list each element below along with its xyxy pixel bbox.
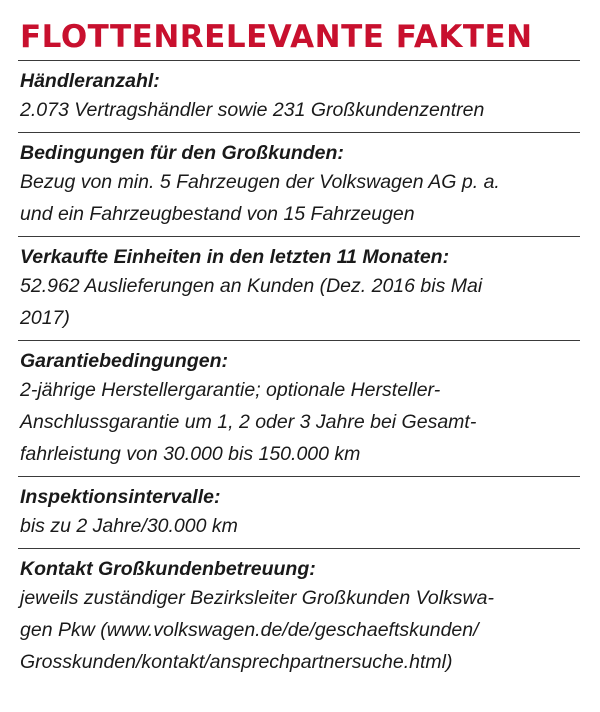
section-text-line: bis zu 2 Jahre/30.000 km (20, 515, 238, 537)
section-text-line: 52.962 Auslieferungen an Kunden (Dez. 2016 bis Mai (20, 275, 483, 297)
box-title: FLOTTENRELEVANTE FAKTEN (20, 19, 533, 55)
section-text-line: Anschlussgarantie um 1, 2 oder 3 Jahre bei Gesamt- (20, 411, 477, 433)
section-haendleranzahl (18, 60, 580, 132)
section-bedingungen (18, 132, 580, 236)
section-text-line: fahrleistung von 30.000 bis 150.000 km (20, 443, 361, 465)
section-verkaufte-einheiten (18, 236, 580, 340)
section-text-line: 2017) (20, 307, 70, 329)
section-text-line: jeweils zuständiger Bezirksleiter Großkunden Volkswa- (20, 587, 494, 609)
fleet-facts-box (18, 14, 580, 684)
section-garantiebedingungen (18, 340, 580, 476)
section-label: Inspektionsintervalle: (20, 486, 221, 508)
section-text-line: Grosskunden/kontakt/ansprechpartnersuche.html) (20, 651, 453, 673)
section-label: Bedingungen für den Großkunden: (20, 142, 344, 164)
section-label: Garantiebedingungen: (20, 350, 229, 372)
section-label: Verkaufte Einheiten in den letzten 11 Monaten: (20, 246, 450, 268)
section-label: Händleranzahl: (20, 70, 160, 92)
section-kontakt (18, 548, 580, 684)
section-text-line: und ein Fahrzeugbestand von 15 Fahrzeugen (20, 203, 415, 225)
section-text-line: 2-jährige Herstellergarantie; optionale Hersteller- (20, 379, 441, 401)
section-text-line: 2.073 Vertragshändler sowie 231 Großkundenzentren (20, 99, 485, 121)
section-text-line: Bezug von min. 5 Fahrzeugen der Volkswagen AG p. a. (20, 171, 500, 193)
section-label: Kontakt Großkundenbetreuung: (20, 558, 316, 580)
section-inspektionsintervalle (18, 476, 580, 548)
section-text-line: gen Pkw (www.volkswagen.de/de/geschaeftskunden/ (20, 619, 479, 641)
